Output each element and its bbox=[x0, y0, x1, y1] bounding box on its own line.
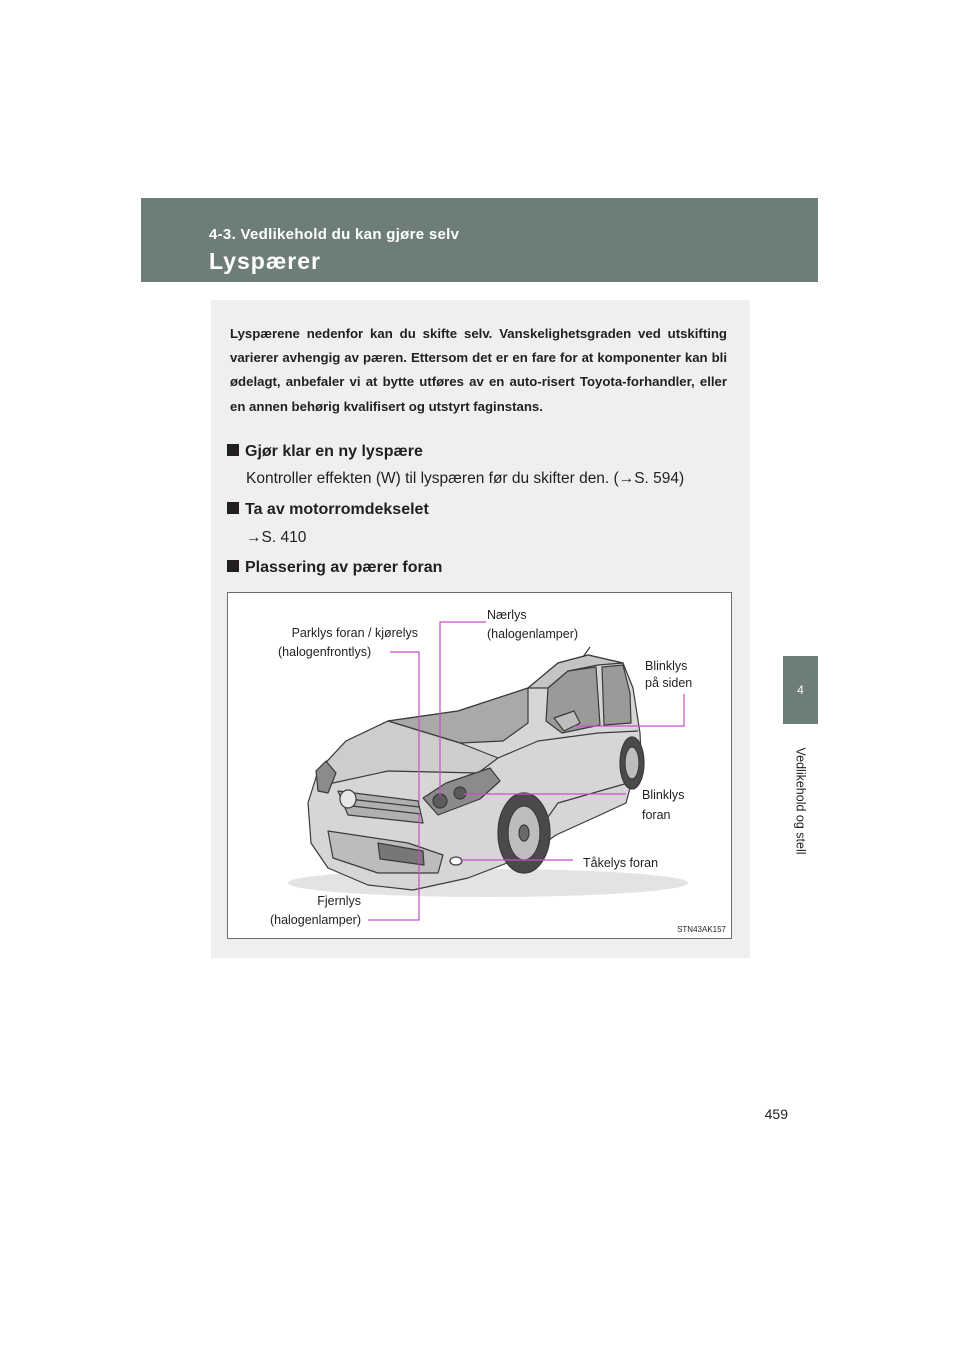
figure-code: STN43AK157 bbox=[677, 925, 726, 934]
heading-prepare-bulb bbox=[227, 443, 423, 461]
label-side-turn-sub: på siden bbox=[645, 676, 693, 690]
body-prepare-bulb: Kontroller effekten (W) til lyspæren før du skifter den. (→S. 594) bbox=[246, 470, 685, 487]
chapter-label bbox=[783, 731, 818, 871]
chapter-label-text: Vedlikehold og stell bbox=[793, 747, 808, 855]
chapter-number: 4 bbox=[797, 683, 804, 697]
heading-remove-cover bbox=[227, 501, 429, 519]
intro-paragraph: Lyspærene nedenfor kan du skifte selv. Vanskelighetsgraden ved utskifting varierer avhengig av pæren. Ettersom det er en fare for at komponenter kan bli ødelagt, anbefaler vi at bytte utføres av en auto-risert Toyota-forhandler, eller en annen behørig kvalifisert og utstyrt faginstans. bbox=[230, 326, 727, 414]
label-front-turn-sub: foran bbox=[642, 808, 671, 822]
section-label: 4-3. Vedlikehold du kan gjøre selv bbox=[209, 226, 460, 243]
label-low-beam: Nærlys bbox=[487, 608, 527, 622]
page-number: 459 bbox=[764, 1106, 788, 1122]
square-bullet-icon bbox=[227, 444, 239, 456]
label-high-beam-sub: (halogenlamper) bbox=[269, 913, 361, 927]
label-side-turn: Blinklys bbox=[645, 659, 688, 673]
label-fog-light: Tåkelys foran bbox=[583, 856, 659, 870]
square-bullet-icon bbox=[227, 560, 239, 572]
front-bulbs-figure bbox=[227, 592, 732, 939]
label-parking-light-sub: (halogenfrontlys) bbox=[278, 645, 372, 659]
heading-text: Plassering av pærer foran bbox=[245, 559, 443, 576]
square-bullet-icon bbox=[227, 502, 239, 514]
page-title: Lyspærer bbox=[209, 248, 321, 274]
body-remove-cover: →S. 410 bbox=[246, 529, 307, 546]
heading-text: Ta av motorromdekselet bbox=[245, 501, 429, 518]
content-box bbox=[211, 300, 750, 958]
heading-front-bulbs bbox=[227, 559, 442, 577]
label-front-turn: Blinklys bbox=[642, 788, 685, 802]
car-illustration bbox=[228, 593, 733, 940]
header-band bbox=[141, 198, 818, 282]
label-parking-light: Parklys foran / kjørelys bbox=[291, 626, 418, 640]
label-high-beam: Fjernlys bbox=[317, 894, 361, 908]
chapter-tab[interactable] bbox=[783, 656, 818, 724]
label-low-beam-sub: (halogenlamper) bbox=[487, 627, 579, 641]
heading-text: Gjør klar en ny lyspære bbox=[245, 443, 423, 460]
